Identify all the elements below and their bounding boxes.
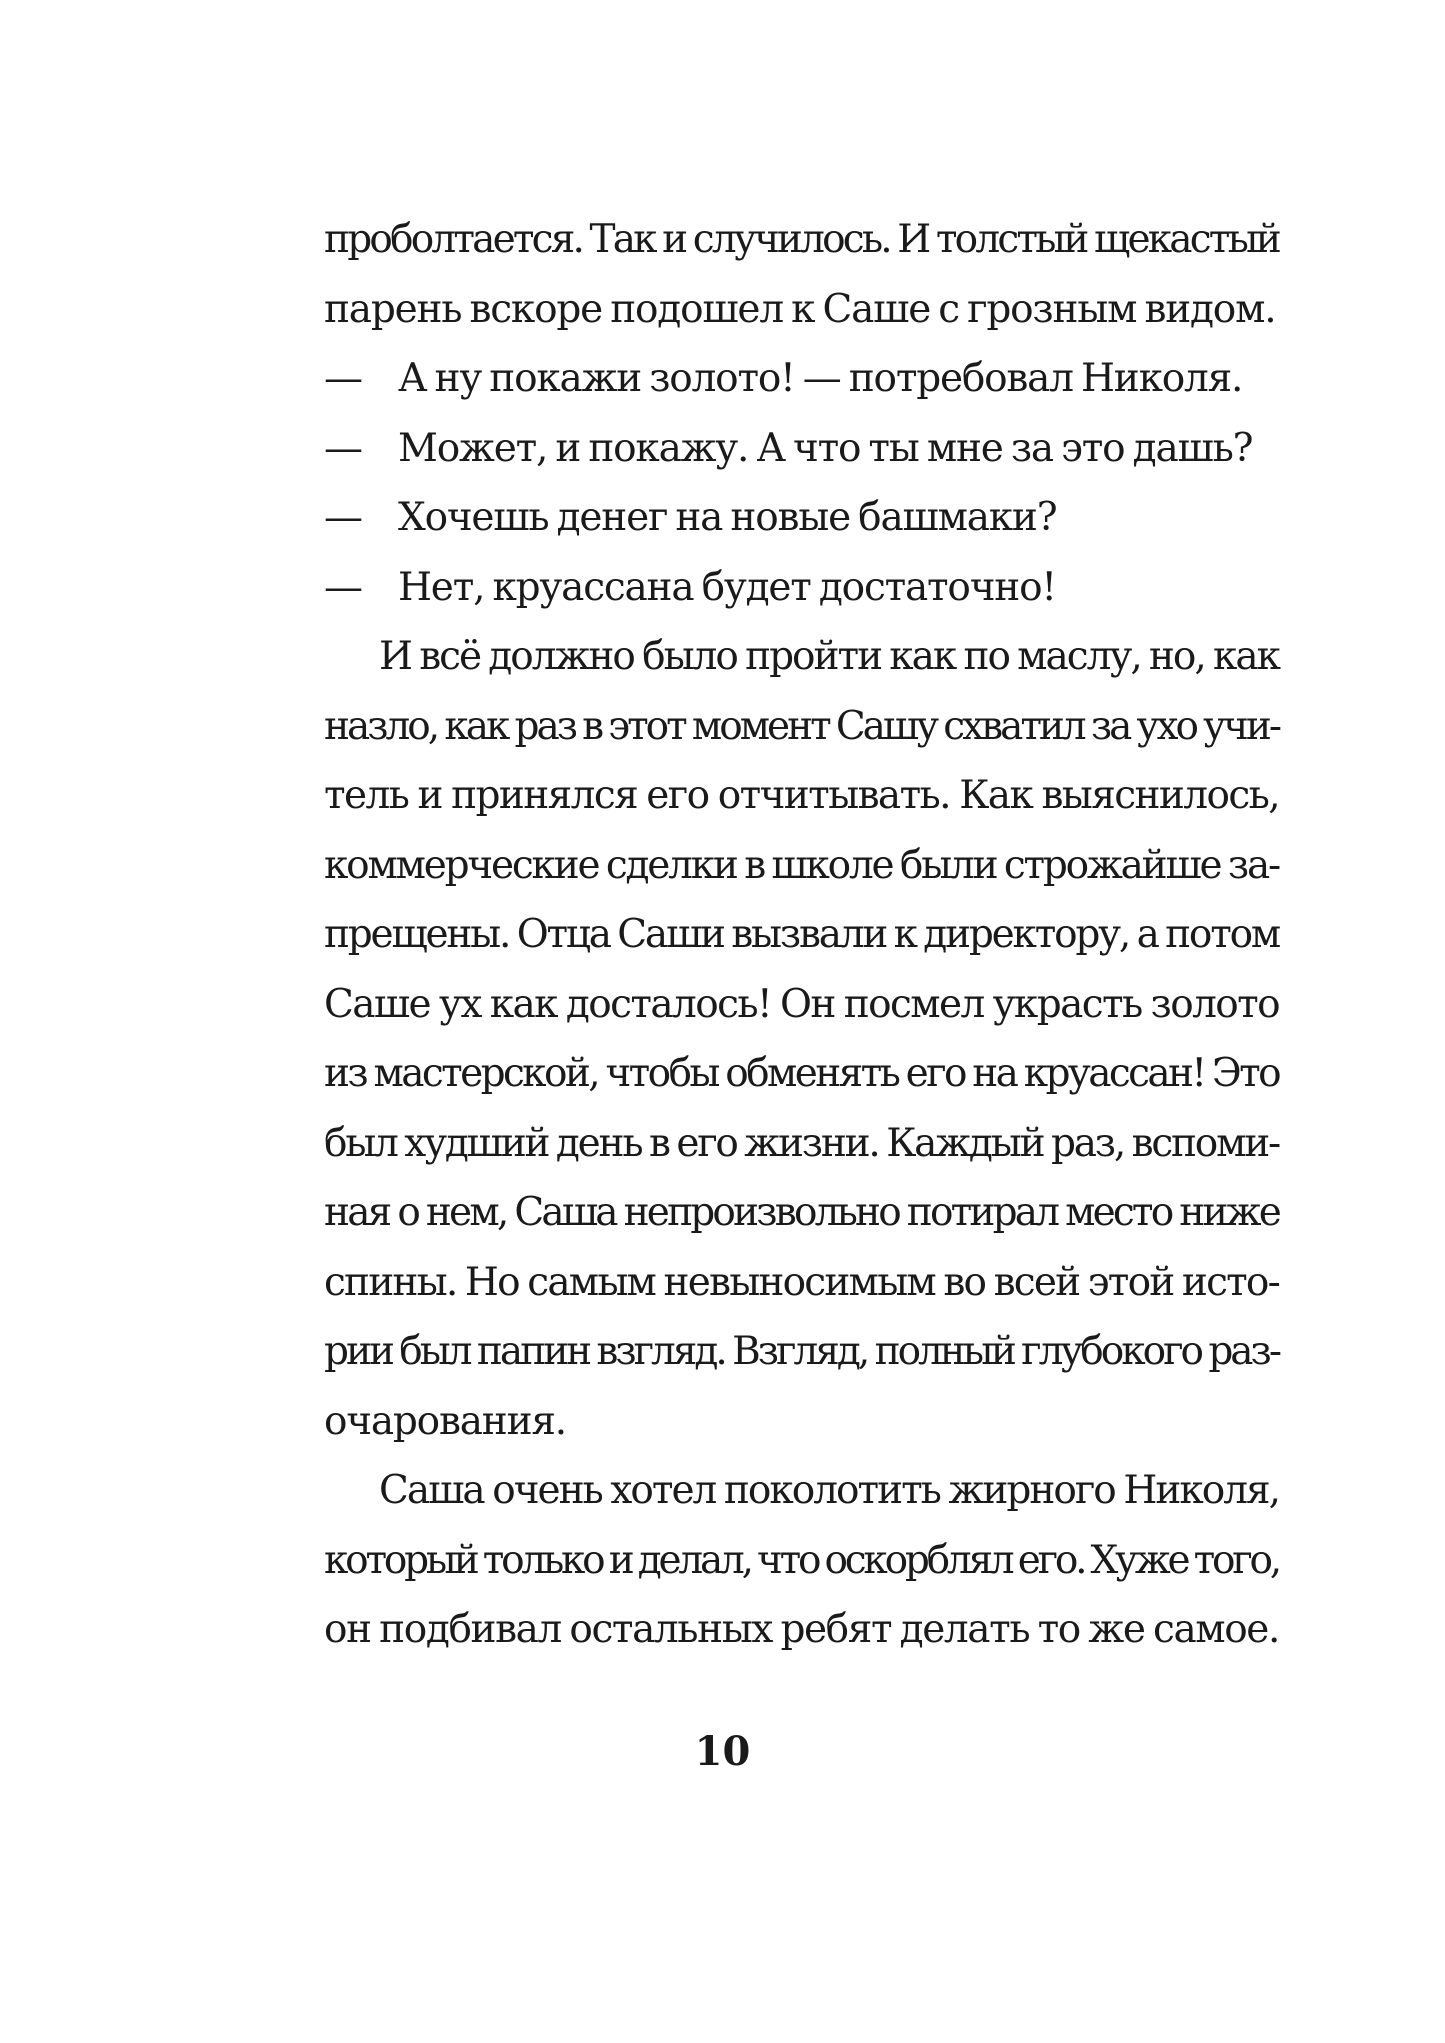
dialogue-text: Хочешь денег на новые башмаки? bbox=[398, 495, 1057, 540]
text-line: парень вскоре подошел к Саше с грозным видом. bbox=[324, 286, 1276, 332]
dialogue-text: Нет, круассана будет достаточно! bbox=[398, 564, 1056, 610]
page-number: 10 bbox=[694, 1728, 751, 1775]
dialogue-dash: — bbox=[324, 425, 362, 471]
text-line: из мастерской, чтобы обменять его на круассан! Это bbox=[324, 1051, 1279, 1096]
text-line: был худший день в его жизни. Каждый раз, вспоми- bbox=[324, 1120, 1279, 1166]
text-line: И всё должно было пройти как по маслу, но, как bbox=[379, 634, 1279, 679]
dialogue-line bbox=[324, 414, 1279, 484]
text-line: назло, как раз в этот момент Сашу схватил за ухо учи- bbox=[324, 703, 1279, 749]
dialogue-dash: — bbox=[324, 495, 362, 540]
dialogue-dash: — bbox=[324, 356, 362, 401]
text-line: проболтается. Так и случилось. И толстый щекастый bbox=[324, 217, 1279, 262]
text-line: Саша очень хотел поколотить жирного Николя, bbox=[379, 1468, 1279, 1513]
dialogue-line bbox=[324, 553, 1279, 623]
text-line: он подбивал остальных ребят делать то же самое. bbox=[324, 1607, 1279, 1652]
dialogue-line bbox=[324, 344, 1279, 414]
text-line: спины. Но самым невыносимым во всей этой исто- bbox=[324, 1259, 1279, 1305]
text-line: тель и принялся его отчитывать. Как выяснилось, bbox=[324, 773, 1279, 818]
text-line: прещены. Отца Саши вызвали к директору, а потом bbox=[324, 912, 1279, 957]
body-text bbox=[324, 205, 1279, 1665]
text-line: ная о нем, Саша непроизвольно потирал место ниже bbox=[324, 1190, 1279, 1235]
text-line: коммерческие сделки в школе были строжайше за- bbox=[324, 842, 1279, 888]
dialogue-line bbox=[324, 483, 1279, 553]
text-line: рии был папин взгляд. Взгляд, полный глубокого раз- bbox=[324, 1329, 1279, 1374]
text-line: очарования. bbox=[324, 1398, 566, 1444]
dialogue-text: А ну покажи золото! — потребовал Николя. bbox=[398, 356, 1243, 401]
text-line: который только и делал, что оскорблял его. Хуже того, bbox=[324, 1537, 1279, 1583]
text-line: Саше ух как досталось! Он посмел украсть золото bbox=[324, 981, 1279, 1027]
dialogue-dash: — bbox=[324, 564, 362, 610]
dialogue-text: Может, и покажу. А что ты мне за это дашь? bbox=[398, 425, 1253, 471]
